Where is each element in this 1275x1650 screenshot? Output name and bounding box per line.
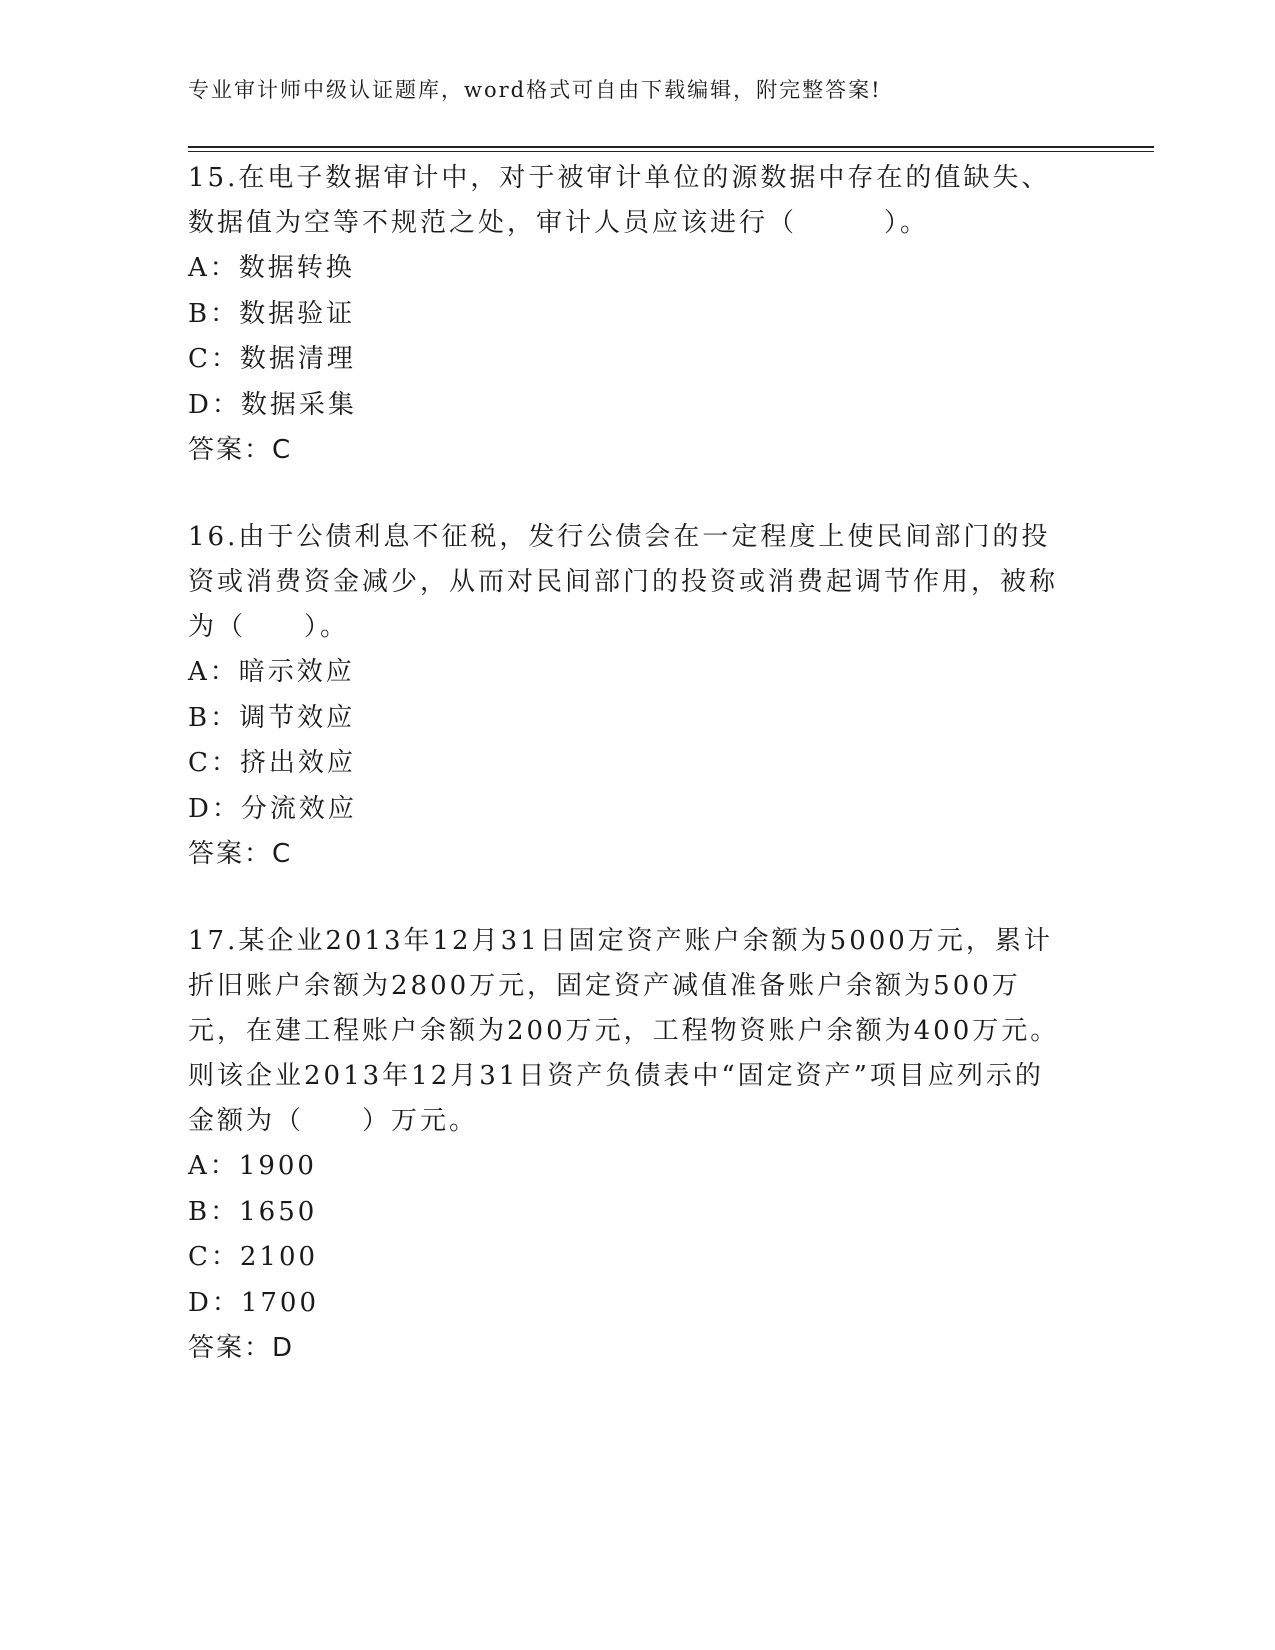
answer: 答案：C: [188, 435, 293, 465]
question-15: [188, 156, 1068, 473]
option-c: C：2100: [188, 1242, 319, 1272]
option-d: D：数据采集: [188, 389, 357, 420]
option-b: B：数据验证: [188, 298, 356, 329]
answer: 答案：D: [188, 1333, 295, 1363]
option-d: D：1700: [188, 1287, 320, 1318]
header-divider: [188, 146, 1154, 152]
option-c: C：数据清理: [188, 344, 356, 374]
question-16: [188, 515, 1068, 877]
question-17: [188, 919, 1068, 1371]
question-list: [188, 156, 1068, 1413]
option-a: A：数据转换: [188, 253, 355, 283]
question-text: 16.由于公债利息不征税，发行公债会在一定程度上使民间部门的投资或消费资金减少，从而对民间部门的投资或消费起调节作用，被称为（ ）。: [188, 522, 1059, 642]
option-d: D：分流效应: [188, 793, 357, 824]
option-a: A：1900: [188, 1151, 317, 1181]
option-b: B：调节效应: [188, 702, 356, 733]
question-text: 15.在电子数据审计中，对于被审计单位的源数据中存在的值缺失、数据值为空等不规范之处，审计人员应该进行（ ）。: [188, 163, 1051, 238]
option-c: C：挤出效应: [188, 748, 356, 778]
page-header: 专业审计师中级认证题库，word格式可自由下载编辑，附完整答案!: [188, 78, 882, 102]
option-a: A：暗示效应: [188, 657, 355, 687]
answer: 答案：C: [188, 839, 293, 869]
option-b: B：1650: [188, 1196, 318, 1227]
question-text: 17.某企业2013年12月31日固定资产账户余额为5000万元，累计折旧账户余额为2800万元，固定资产减值准备账户余额为500万元，在建工程账户余额为200万元，工程物资账户余额为400万元。则该企业2013年12月31日资产负债表中“固定资产”项目应列示的金额为（ ）万元。: [188, 926, 1060, 1136]
